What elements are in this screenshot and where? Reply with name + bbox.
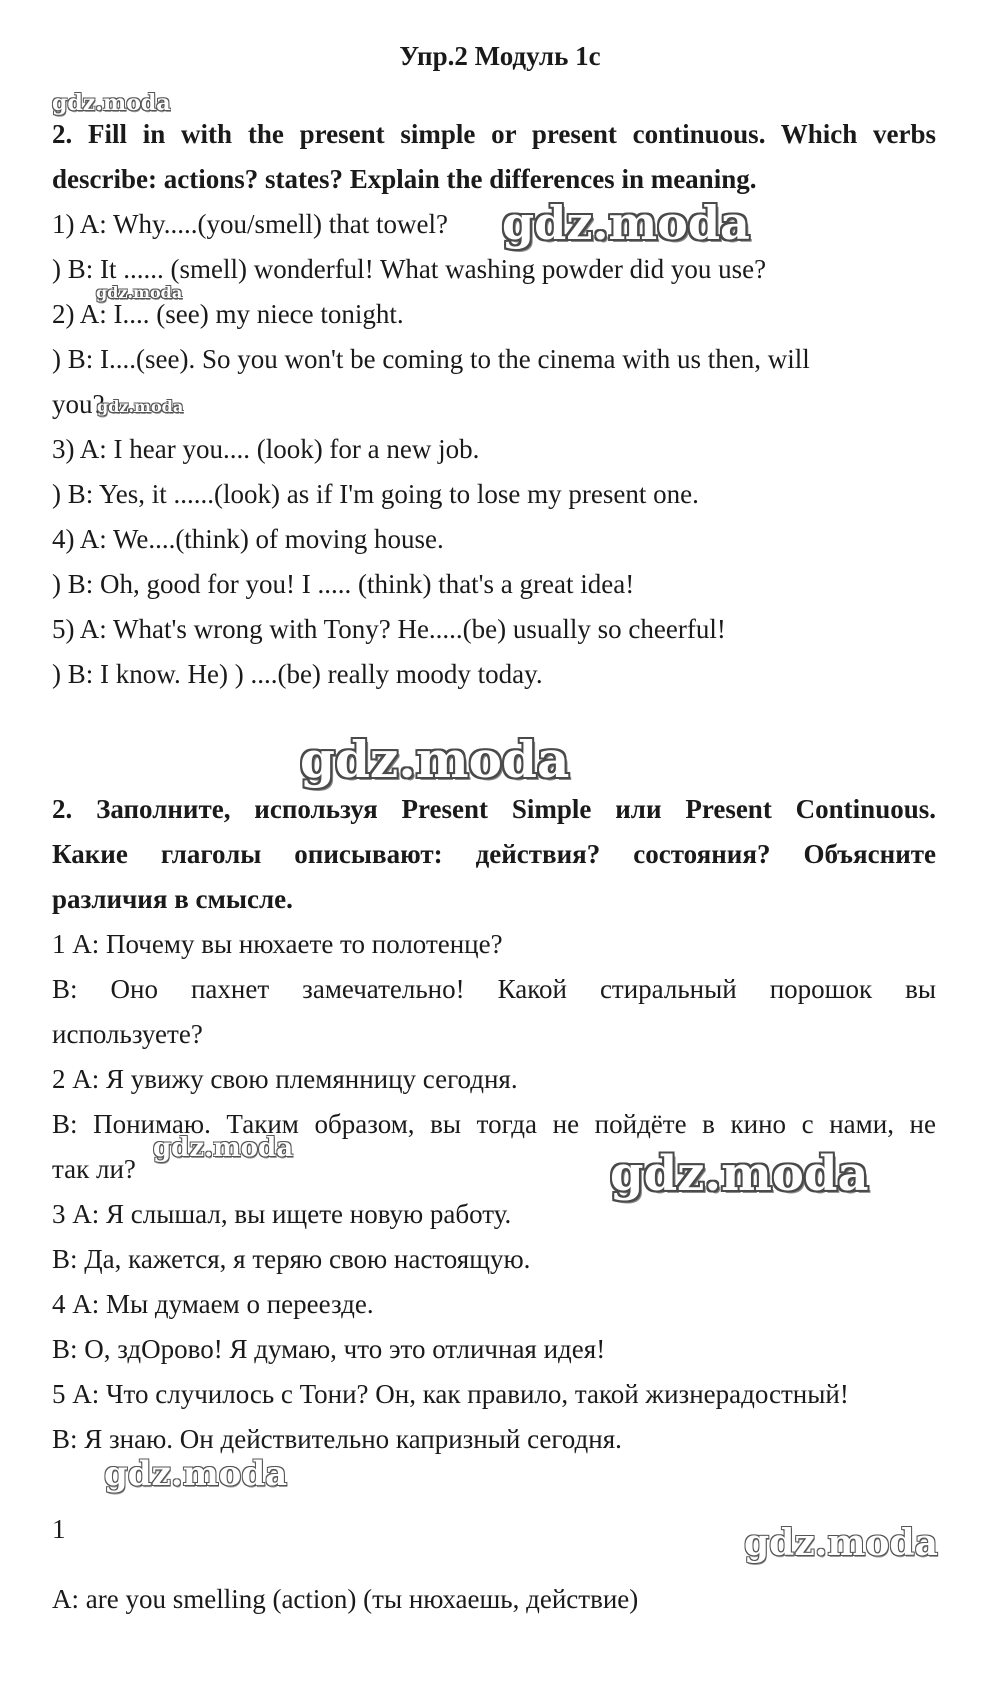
russian-line-11: 5 А: Что случилось с Тони? Он, как правило, такой жизнерадостный! <box>52 1379 849 1409</box>
russian-line-4: 2 А: Я увижу свою племянницу сегодня. <box>52 1064 518 1094</box>
watermark-logo: gdz.moda <box>104 1454 288 1494</box>
english-line-2: ) B: It ...... (smell) wonderful! What washing powder did you use? <box>52 254 767 284</box>
watermark-logo: gdz.moda <box>52 90 171 116</box>
russian-line-8: В: Да, кажется, я теряю свою настоящую. <box>52 1244 531 1274</box>
answer-number: 1 <box>52 1514 66 1544</box>
english-line-3: 2) A: I.... (see) my niece tonight. <box>52 299 404 329</box>
watermark-logo: gdz.moda <box>300 730 570 789</box>
english-heading-line-2: describe: actions? states? Explain the differences in meaning. <box>52 164 757 194</box>
russian-line-1: 1 А: Почему вы нюхаете то полотенце? <box>52 929 503 959</box>
english-heading-line-1: 2. Fill in with the present simple or present continuous. Which verbs <box>52 119 936 149</box>
english-line-11: ) B: I know. He) ) ....(be) really moody today. <box>52 659 543 689</box>
russian-line-10: В: О, здОрово! Я думаю, что это отличная идея! <box>52 1334 606 1364</box>
russian-heading-line-3: различия в смысле. <box>52 884 293 914</box>
russian-heading-line-1: 2. Заполните, используя Present Simple или Present Continuous. <box>52 794 936 824</box>
watermark-logo: gdz.moda <box>610 1146 869 1202</box>
watermark-logo: gdz.moda <box>97 397 184 416</box>
russian-line-2: В: Оно пахнет замечательно! Какой стиральный порошок вы <box>52 974 936 1004</box>
watermark-logo: gdz.moda <box>96 283 183 302</box>
page-title: Упр.2 Модуль 1с <box>399 41 601 71</box>
english-line-7: ) B: Yes, it ......(look) as if I'm going to lose my present one. <box>52 479 699 509</box>
answer-line-1: A: are you smelling (action) (ты нюхаешь, действие) <box>52 1584 639 1614</box>
russian-line-6: так ли? <box>52 1154 136 1184</box>
russian-line-3: используете? <box>52 1019 203 1049</box>
english-line-8: 4) A: We....(think) of moving house. <box>52 524 444 554</box>
russian-line-5: В: Понимаю. Таким образом, вы тогда не пойдёте в кино с нами, не <box>52 1109 936 1139</box>
english-line-10: 5) A: What's wrong with Tony? He.....(be) usually so cheerful! <box>52 614 726 644</box>
english-line-5: you? <box>52 389 105 419</box>
english-line-4: ) B: I....(see). So you won't be coming to the cinema with us then, will <box>52 344 810 374</box>
russian-heading-line-2: Какие глаголы описывают: действия? состояния? Объясните <box>52 839 936 869</box>
english-line-1: 1) A: Why.....(you/smell) that towel? <box>52 209 448 239</box>
watermark-logo: gdz.moda <box>744 1522 938 1564</box>
russian-line-9: 4 А: Мы думаем о переезде. <box>52 1289 374 1319</box>
watermark-logo: gdz.moda <box>153 1133 294 1163</box>
english-line-9: ) B: Oh, good for you! I ..... (think) that's a great idea! <box>52 569 635 599</box>
russian-line-12: В: Я знаю. Он действительно капризный сегодня. <box>52 1424 622 1454</box>
watermark-logo: gdz.moda <box>502 196 750 250</box>
russian-line-7: 3 А: Я слышал, вы ищете новую работу. <box>52 1199 512 1229</box>
english-line-6: 3) A: I hear you.... (look) for a new job. <box>52 434 480 464</box>
